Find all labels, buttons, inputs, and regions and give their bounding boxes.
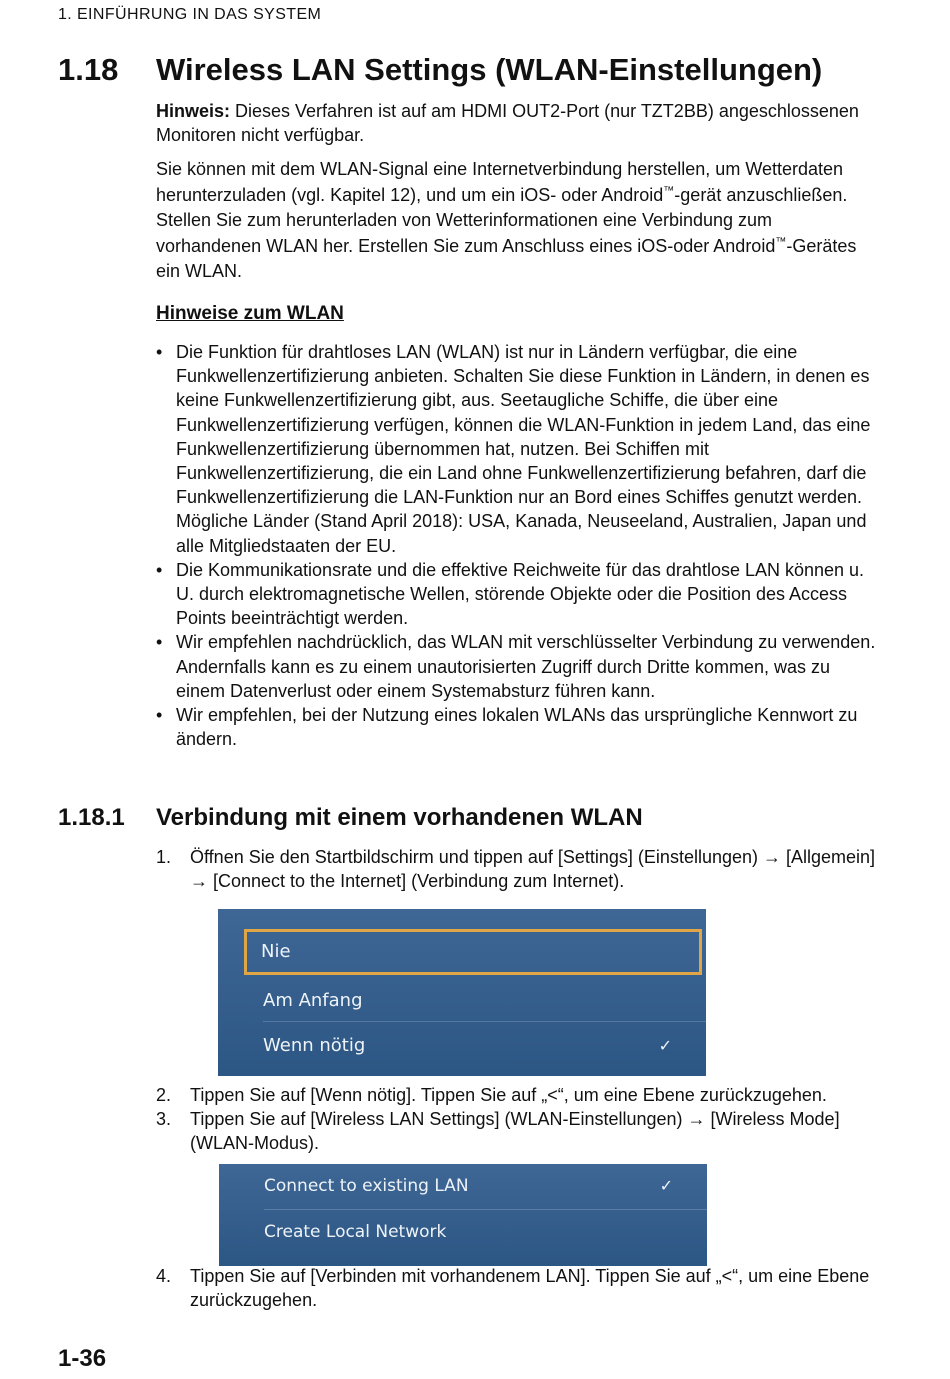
- section-title: Wireless LAN Settings (WLAN-Einstellungen): [156, 52, 823, 87]
- note-paragraph: [156, 99, 876, 147]
- step-number: 4.: [156, 1266, 172, 1286]
- menu-item-nie[interactable]: [244, 929, 702, 975]
- step-item: [156, 1107, 876, 1155]
- step-text: Tippen Sie auf [Wireless LAN Settings] (WLAN-Einstellungen) → [Wireless Mode] (WLAN-Modus).: [190, 1109, 840, 1154]
- bullet-text: Die Funktion für drahtloses LAN (WLAN) ist nur in Ländern verfügbar, die eine Funkwellenzertifizierung anbieten. Schalten Sie diese Funktion in Ländern, in denen es keine Funkwellenzertifizierung gibt, aus. Seetaugliche Schiffe, die über eine Funkwellenzertifizierung verfügen, können die WLAN-Funktion in jedem Land, das eine Funkwellenzertifizierung übernommen hat, nutzen. Bei Schiffen mit Funkwellenzertifizierung, die ein Land ohne Funkwellenzertifizierung befahren, darf die Funkwellenzertifizierung die LAN-Funktion nur an Bord eines Schiffes genutzt werden.: [176, 342, 871, 508]
- step-number: 3.: [156, 1109, 172, 1129]
- subsection-number: 1.18.1: [58, 804, 125, 831]
- menu-item-wenn-noetig[interactable]: [263, 1032, 661, 1060]
- bullet-marker: •: [156, 342, 163, 362]
- connect-internet-menu: [218, 909, 706, 1076]
- menu-item-connect-existing-lan[interactable]: [264, 1173, 662, 1199]
- intro-paragraph: [156, 157, 876, 285]
- bullet-text: Wir empfehlen nachdrücklich, das WLAN mit verschlüsselter Verbindung zu verwenden. Andernfalls kann es zu einem unautorisierten Zugriff durch Dritte kommen, was zu einem Datenverlust oder einem Systemabsturz führen kann.: [176, 632, 876, 701]
- step-item: [156, 1083, 876, 1107]
- step-text: Öffnen Sie den Startbildschirm und tippen auf [Settings] (Einstellungen) → [Allgemein] → [Connect to the Internet] (Verbindung zum Internet).: [190, 847, 876, 892]
- menu-item-create-local-network[interactable]: [264, 1219, 662, 1245]
- bullet-marker: •: [156, 559, 163, 580]
- step-number: 1.: [156, 847, 172, 867]
- page-number: 1-36: [58, 1345, 107, 1372]
- wireless-mode-menu: [219, 1164, 707, 1266]
- note-text: Dieses Verfahren ist auf am HDMI OUT2-Port (nur TZT2BB) angeschlossenen Monitoren nicht verfügbar.: [156, 101, 859, 145]
- menu-divider: [264, 1209, 707, 1210]
- checkmark-icon: ✓: [658, 1036, 672, 1055]
- step-item: [156, 1264, 876, 1312]
- note-label: Hinweis:: [156, 101, 231, 121]
- trademark-symbol: ™: [775, 235, 787, 248]
- list-item: [156, 630, 876, 703]
- menu-item-label: Wenn nötig: [263, 1035, 366, 1056]
- menu-item-label: Connect to existing LAN: [264, 1176, 469, 1196]
- menu-item-label: Nie: [261, 941, 291, 962]
- menu-item-label: Am Anfang: [263, 990, 363, 1011]
- menu-item-label: Create Local Network: [264, 1222, 447, 1242]
- step-item: [156, 845, 876, 893]
- step-text: Tippen Sie auf [Wenn nötig]. Tippen Sie auf „<“, um eine Ebene zurückzugehen.: [190, 1085, 827, 1105]
- menu-item-am-anfang[interactable]: [263, 987, 661, 1015]
- list-item: [156, 703, 876, 751]
- notes-heading: Hinweise zum WLAN: [156, 303, 344, 324]
- step-number: 2.: [156, 1085, 172, 1105]
- section-number: 1.18: [58, 52, 119, 87]
- step-text: Tippen Sie auf [Verbinden mit vorhandenem LAN]. Tippen Sie auf „<“, um eine Ebene zurückzugehen.: [190, 1266, 870, 1311]
- intro-text-2: -gerät anzuschließen. Stellen Sie zum herunterladen von Wetterinformationen eine Verbindung zum vorhandenen WLAN her. Erstellen Sie zum Anschluss eines iOS-oder Android: [156, 184, 848, 256]
- notes-bullet-list: [156, 340, 876, 751]
- bullet-extra-text: Mögliche Länder (Stand April 2018): USA, Kanada, Neuseeland, Australien, Japan und alle Mitgliedstaaten der EU.: [176, 511, 867, 556]
- bullet-text: Wir empfehlen, bei der Nutzung eines lokalen WLANs das ursprüngliche Kennwort zu ändern.: [176, 705, 858, 750]
- trademark-symbol: ™: [663, 184, 675, 197]
- menu-divider: [263, 1021, 706, 1022]
- list-item: [156, 340, 876, 558]
- intro-text-1: Sie können mit dem WLAN-Signal eine Internetverbindung herstellen, um Wetterdaten herunterzuladen (vgl. Kapitel 12), und um ein iOS- oder Android: [156, 159, 844, 205]
- bullet-marker: •: [156, 705, 163, 726]
- list-item: [156, 558, 876, 631]
- intro-text-3: -Gerätes ein WLAN.: [156, 235, 857, 281]
- chapter-header: 1. EINFÜHRUNG IN DAS SYSTEM: [58, 6, 322, 23]
- checkmark-icon: ✓: [659, 1176, 673, 1195]
- bullet-text: Die Kommunikationsrate und die effektive Reichweite für das drahtlose LAN können u. U. durch elektromagnetische Wellen, störende Objekte oder die Position des Access Points beeinträchtigt werden.: [176, 559, 865, 629]
- subsection-title: Verbindung mit einem vorhandenen WLAN: [156, 804, 643, 831]
- bullet-marker: •: [156, 632, 163, 653]
